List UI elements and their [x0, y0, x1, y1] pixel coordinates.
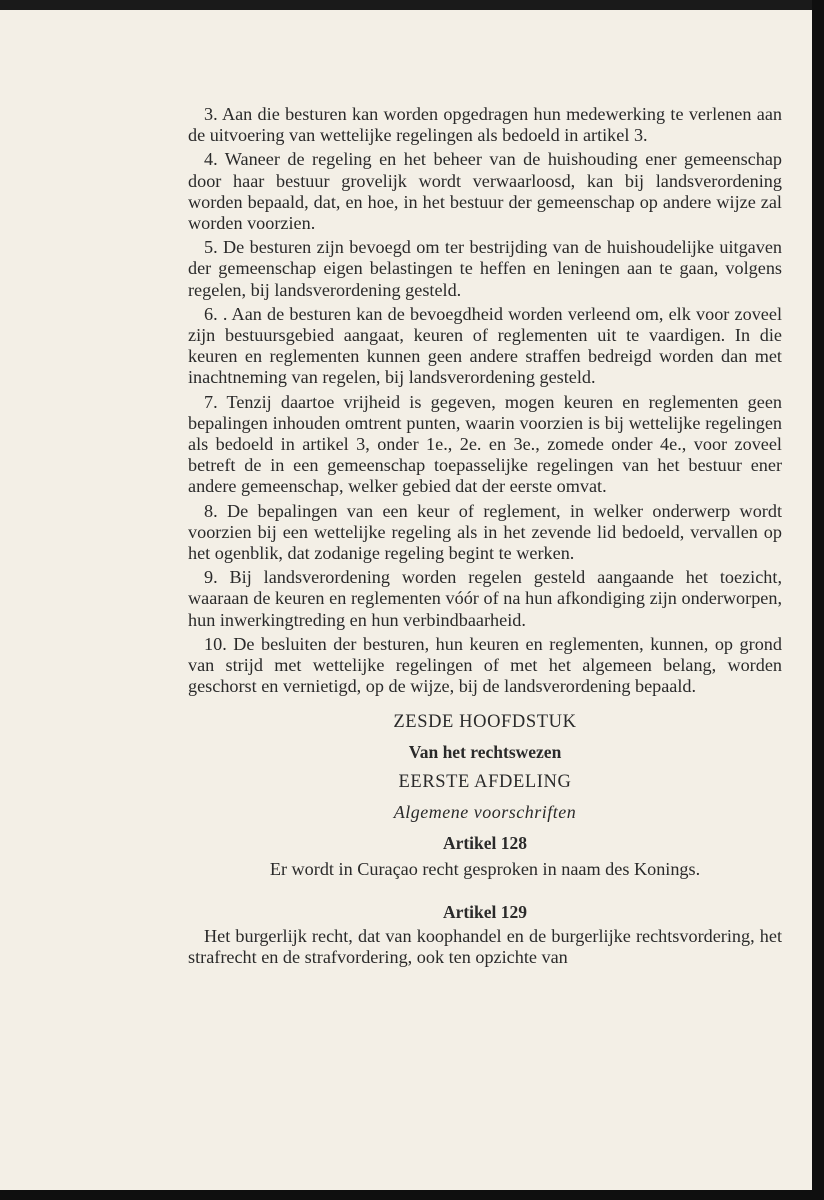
- paragraph-9: 9. Bij landsverordening worden regelen gesteld aangaande het toezicht, waaraan de keuren en reglementen vóór of na hun afkondiging zijn onderworpen, hun inwerkingtreding en hun verbindbaarheid.: [188, 567, 782, 630]
- division-subtitle: Algemene voorschriften: [393, 802, 577, 823]
- division-heading: EERSTE AFDELING: [398, 772, 572, 793]
- chapter-heading: ZESDE HOOFDSTUK: [393, 712, 577, 733]
- paragraph-6: 6. . Aan de besturen kan de bevoegdheid worden verleend om, elk voor zoveel zijn bestuursgebied aangaat, keuren of reglementen uit te vaardigen. In die keuren en reglementen kunnen geen andere straffen bedreigd worden dan met inachtneming van regelen, bij landsverordening gesteld.: [188, 303, 782, 388]
- paragraph-8: 8. De bepalingen van een keur of reglement, in welker onderwerp wordt voorzien bij een wettelijke regeling als in het zevende lid bedoeld, vervallen op het ogenblik, dat zodanige regeling begint te werken.: [188, 500, 782, 564]
- article-128-heading: Artikel 128: [442, 833, 528, 854]
- paragraph-10: 10. De besluiten der besturen, hun keuren en reglementen, kunnen, op grond van strijd met wettelijke regelingen of met het algemeen belang, worden geschorst en vernietigd, op de wijze, bij de landsverordening bepaald.: [188, 633, 782, 697]
- paragraph-3: 3. Aan die besturen kan worden opgedragen hun medewerking te verlenen aan de uitvoering van wettelijke regelingen als bedoeld in artikel 3.: [188, 104, 782, 146]
- paragraph-5: 5. De besturen zijn bevoegd om ter bestrijding van de huishoudelijke uitgaven der gemeenschap eigen belastingen te heffen en leningen aan te gaan, volgens regelen, bij landsverordening gesteld.: [188, 237, 782, 300]
- paragraph-4: 4. Waneer de regeling en het beheer van de huishouding ener gemeenschap door haar bestuur grovelijk wordt verwaarloosd, kan bij landsverordening worden bepaald, dat, en hoe, in het bestuur der gemeenschap op andere wijze zal worden voorzien.: [188, 149, 782, 234]
- document-page: [0, 10, 812, 1190]
- paragraph-7: 7. Tenzij daartoe vrijheid is gegeven, mogen keuren en reglementen geen bepalingen inhouden omtrent punten, waarin voorzien is bij wettelijke regelingen als bedoeld in artikel 3, onder 1e., 2e. en 3e., zomede onder 4e., voor zoveel betreft de in een gemeenschap toepasselijke regelingen van het bestuur ener andere gemeenschap, welker gebied dat der eerste omvat.: [188, 391, 782, 497]
- page-content: [188, 104, 782, 987]
- article-129-text: Het burgerlijk recht, dat van koophandel en de burgerlijke rechtsvordering, het strafrecht en de strafvordering, ook ten opzichte van: [188, 925, 782, 968]
- article-128-text: Er wordt in Curaçao recht gesproken in naam des Konings.: [269, 859, 701, 880]
- scan-edge-right: [812, 0, 824, 1200]
- scan-edge-bottom: [0, 1190, 824, 1200]
- chapter-subtitle: Van het rechtswezen: [408, 742, 562, 763]
- article-129-heading: Artikel 129: [442, 901, 528, 922]
